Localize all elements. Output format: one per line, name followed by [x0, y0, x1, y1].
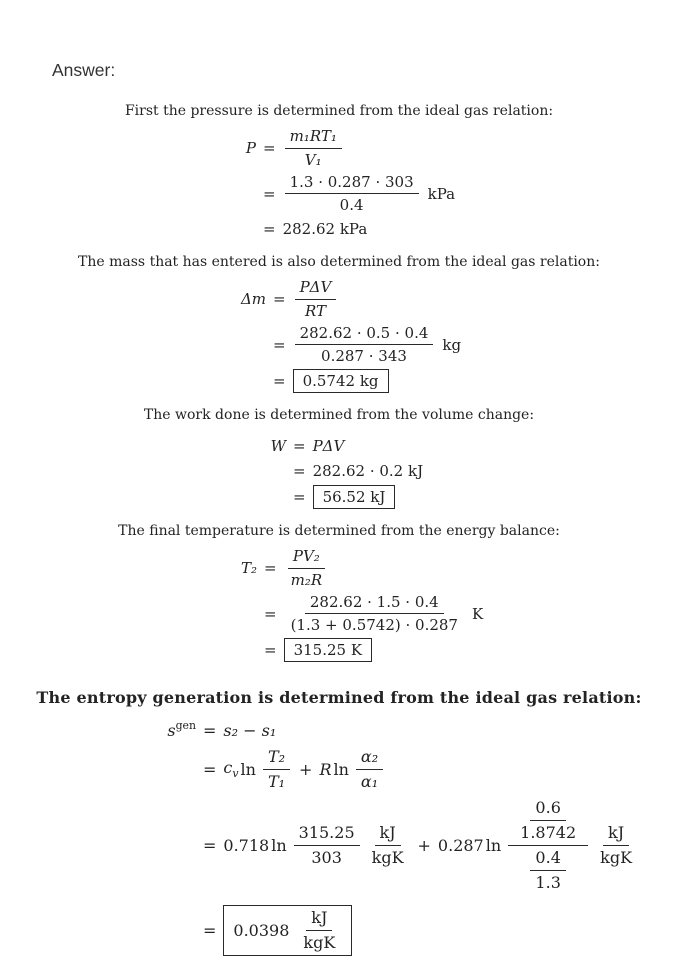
mass-intro: The mass that has entered is also determined from the ideal gas relation:	[78, 254, 600, 270]
pressure-equation	[240, 127, 678, 240]
unit-label: kg	[442, 335, 462, 354]
fraction-denominator: RT	[304, 301, 326, 320]
mass-equation	[232, 278, 678, 393]
fraction-denominator: 0.4	[339, 196, 364, 215]
equals-sign: =	[203, 921, 217, 940]
equals-sign: =	[273, 372, 286, 390]
fraction-numerator: 282.62 · 1.5 · 0.4	[305, 593, 444, 615]
fraction-denominator: kgK	[303, 933, 336, 952]
boxed-result	[284, 638, 372, 662]
ln-operator: ln	[271, 836, 287, 855]
fraction-denominator: 0.287 · 343	[321, 347, 407, 366]
entropy-difference: s₂ − s₁	[223, 720, 277, 740]
fraction-numerator: 1.3 · 0.287 · 303	[285, 173, 419, 195]
fraction	[285, 173, 419, 216]
equals-sign: =	[264, 641, 277, 659]
s-symbol: s	[167, 720, 176, 740]
fraction	[294, 823, 360, 868]
answer-heading: Answer:	[52, 60, 116, 80]
equation-row	[232, 324, 678, 367]
fraction	[295, 278, 337, 321]
equals-sign: =	[263, 139, 276, 158]
boxed-result	[293, 369, 389, 393]
equation-row	[266, 485, 678, 509]
equals-sign: =	[203, 760, 217, 779]
nested-numerator	[508, 798, 588, 846]
entropy-equation	[160, 719, 678, 956]
fraction	[356, 747, 383, 792]
coefficient: 0.287	[437, 836, 484, 855]
math-lhs	[160, 718, 196, 740]
equation-row	[240, 218, 678, 240]
fraction-numerator: T₂	[263, 747, 290, 770]
equals-sign: =	[273, 290, 286, 309]
fraction-numerator: 282.62 · 0.5 · 0.4	[295, 324, 434, 346]
fraction	[285, 127, 342, 170]
equals-sign: =	[203, 720, 217, 740]
math-expression: PΔV	[312, 437, 345, 455]
equals-sign: =	[293, 437, 306, 455]
equation-row	[232, 278, 678, 321]
unit-label: K	[471, 604, 484, 623]
fraction-numerator: 0.6	[530, 798, 565, 821]
equals-sign: =	[203, 836, 217, 855]
temperature-intro: The final temperature is determined from the energy balance:	[118, 523, 560, 539]
result-value: 0.0398	[233, 921, 290, 940]
fraction	[263, 747, 290, 792]
fraction	[286, 593, 463, 636]
fraction-numerator: kJ	[306, 908, 332, 931]
entropy-intro: The entropy generation is determined from the ideal gas relation:	[36, 688, 642, 707]
result-value: 282.62 kPa	[282, 220, 368, 238]
plus-sign: +	[417, 836, 431, 855]
equals-sign: =	[264, 559, 277, 578]
plus-sign: +	[299, 760, 313, 779]
equation-row	[160, 719, 678, 741]
fraction-numerator: 0.4	[530, 848, 565, 871]
equation-row	[240, 127, 678, 170]
equation-row	[266, 435, 678, 457]
gas-constant-symbol: R	[319, 760, 332, 779]
unit-label: kPa	[427, 184, 456, 203]
fraction-denominator: T₁	[267, 772, 286, 791]
equation-row	[160, 798, 678, 893]
fraction-numerator: PV₂	[288, 547, 325, 569]
fraction-denominator: m₂R	[290, 570, 323, 589]
equation-row	[266, 460, 678, 482]
fraction	[295, 324, 434, 367]
ln-operator: ln	[333, 760, 349, 779]
fraction-denominator: V₁	[304, 150, 322, 169]
nested-denominator	[523, 846, 572, 893]
fraction-numerator: m₁RT₁	[285, 127, 342, 149]
math-lhs: T₂	[240, 559, 257, 578]
work-intro: The work done is determined from the volume change:	[143, 407, 535, 423]
fraction-denominator: kgK	[371, 848, 404, 867]
fraction-numerator: PΔV	[295, 278, 337, 300]
fraction-denominator: kgK	[600, 848, 633, 867]
math-value: 282.62 · 0.2 kJ	[312, 462, 424, 480]
unit-fraction	[595, 823, 637, 868]
fraction-numerator: 315.25	[294, 823, 360, 846]
result-value: 315.25 K	[293, 641, 363, 659]
equation-row	[232, 369, 678, 393]
document-page	[0, 60, 678, 977]
equation-row	[240, 173, 678, 216]
equation-row	[235, 638, 678, 662]
temperature-equation	[235, 547, 678, 662]
fraction	[530, 848, 565, 893]
equation-row	[160, 905, 678, 956]
fraction-denominator: 1.8742	[520, 823, 577, 842]
unit-fraction	[367, 823, 409, 868]
boxed-result	[223, 905, 352, 956]
fraction-denominator: (1.3 + 0.5742) · 0.287	[290, 616, 458, 635]
fraction	[515, 798, 581, 843]
unit-fraction	[298, 908, 340, 953]
math-lhs: Δm	[240, 290, 266, 309]
equals-sign: =	[293, 488, 306, 506]
math-lhs: P	[245, 139, 256, 158]
cv-symbol: $c_v$	[223, 758, 239, 781]
equals-sign: =	[263, 220, 276, 238]
pressure-intro: First the pressure is determined from the ideal gas relation:	[124, 103, 554, 119]
result-value: 56.52 kJ	[322, 488, 386, 506]
coefficient: 0.718	[223, 836, 270, 855]
fraction-numerator: kJ	[375, 823, 401, 846]
equation-row	[235, 547, 678, 590]
work-equation	[266, 435, 678, 509]
nested-fraction	[508, 798, 588, 893]
ln-operator: ln	[240, 760, 256, 779]
ln-operator: ln	[485, 836, 502, 855]
equals-sign: =	[263, 184, 276, 203]
math-lhs: W	[270, 437, 286, 455]
equals-sign: =	[293, 462, 306, 480]
fraction-denominator: 303	[311, 848, 342, 867]
fraction	[286, 547, 328, 590]
fraction-denominator: 1.3	[535, 873, 561, 892]
equals-sign: =	[273, 335, 286, 354]
equation-row	[160, 747, 678, 792]
fraction-denominator: α₁	[360, 772, 379, 791]
fraction-numerator: kJ	[603, 823, 629, 846]
equation-row	[235, 593, 678, 636]
fraction-numerator: α₂	[356, 747, 383, 770]
gen-subscript: gen	[175, 718, 196, 732]
result-value: 0.5742 kg	[302, 372, 379, 390]
equals-sign: =	[264, 604, 277, 623]
boxed-result	[313, 485, 396, 509]
